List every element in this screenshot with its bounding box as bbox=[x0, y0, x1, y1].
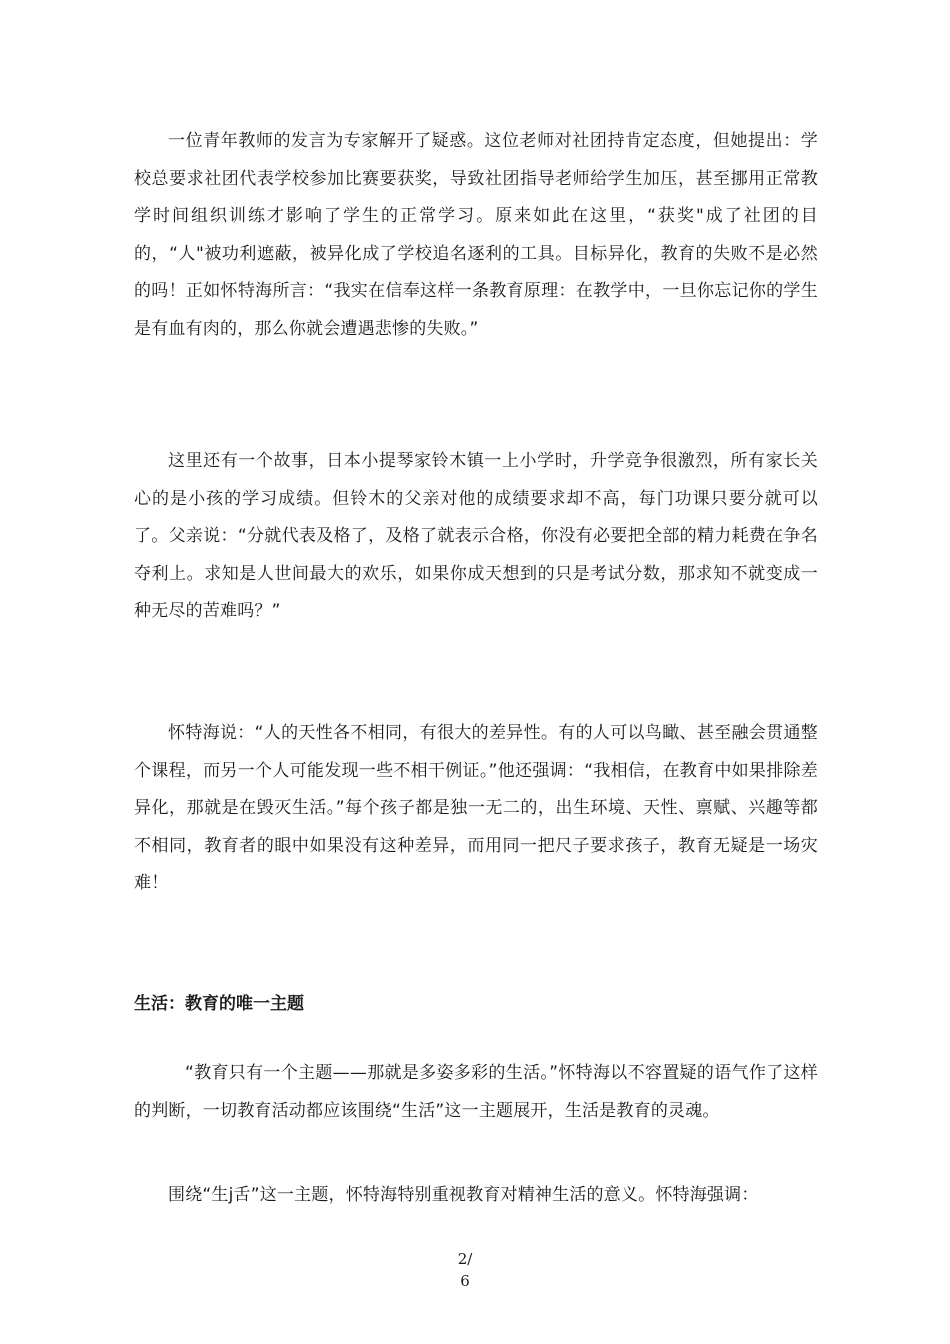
paragraph-spiritual-life: 围绕“生j舌”这一主题，怀特海特别重视教育对精神生活的意义。怀特海强调： bbox=[168, 1185, 759, 1205]
section-heading: 生活：教育的唯一主题 bbox=[134, 994, 304, 1014]
page-number bbox=[445, 1248, 485, 1292]
page-number-total: 6 bbox=[460, 1272, 470, 1290]
paragraph-education-theme: “教育只有一个主题——那就是多姿多彩的生活。”怀特海以不容置疑的语气作了这样的判断，一切教育活动都应该围绕“生活”这一主题展开，生活是教育的灵魂。 bbox=[134, 1063, 818, 1121]
page-number-current: 2/ bbox=[457, 1250, 473, 1268]
paragraph-teacher-speech: 一位青年教师的发言为专家解开了疑惑。这位老师对社团持肯定态度，但她提出：学校总要求社团代表学校参加比赛要获奖，导致社团指导老师给学生加压，甚至挪用正常教学时间组织训练才影响了学生的正常学习。原来如此在这里，“获奖"成了社团的目的，“人"被功利遮蔽，被异化成了学校追名逐利的工具。目标异化，教育的失败不是必然的吗！正如怀特海所言：“我实在信奉这样一条教育原理：在教学中，一旦你忘记你的学生是有血有肉的，那么你就会遭遇悲惨的失败。” bbox=[134, 131, 818, 339]
paragraph-whitehead-difference: 怀特海说：“人的天性各不相同，有很大的差异性。有的人可以鸟瞰、甚至融会贯通整个课程，而另一个人可能发现一些不相干例证。”他还强调：“我相信，在教育中如果排除差异化，那就是在毁灭生活。”每个孩子都是独一无二的，出生环境、天性、禀赋、兴趣等都不相同，教育者的眼中如果没有这种差异，而用同一把尺子要求孩子，教育无疑是一场灾难！ bbox=[134, 723, 818, 894]
paragraph-suzuki-story: 这里还有一个故事，日本小提琴家铃木镇一上小学时，升学竞争很激烈，所有家长关心的是小孩的学习成绩。但铃木的父亲对他的成绩要求却不高，每门功课只要分就可以了。父亲说：“分就代表及格了，及格了就表示合格，你没有必要把全部的精力耗费在争名夺利上。求知是人世间最大的欢乐，如果你成天想到的只是考试分数，那求知不就变成一种无尽的苦难吗？” bbox=[134, 451, 818, 622]
